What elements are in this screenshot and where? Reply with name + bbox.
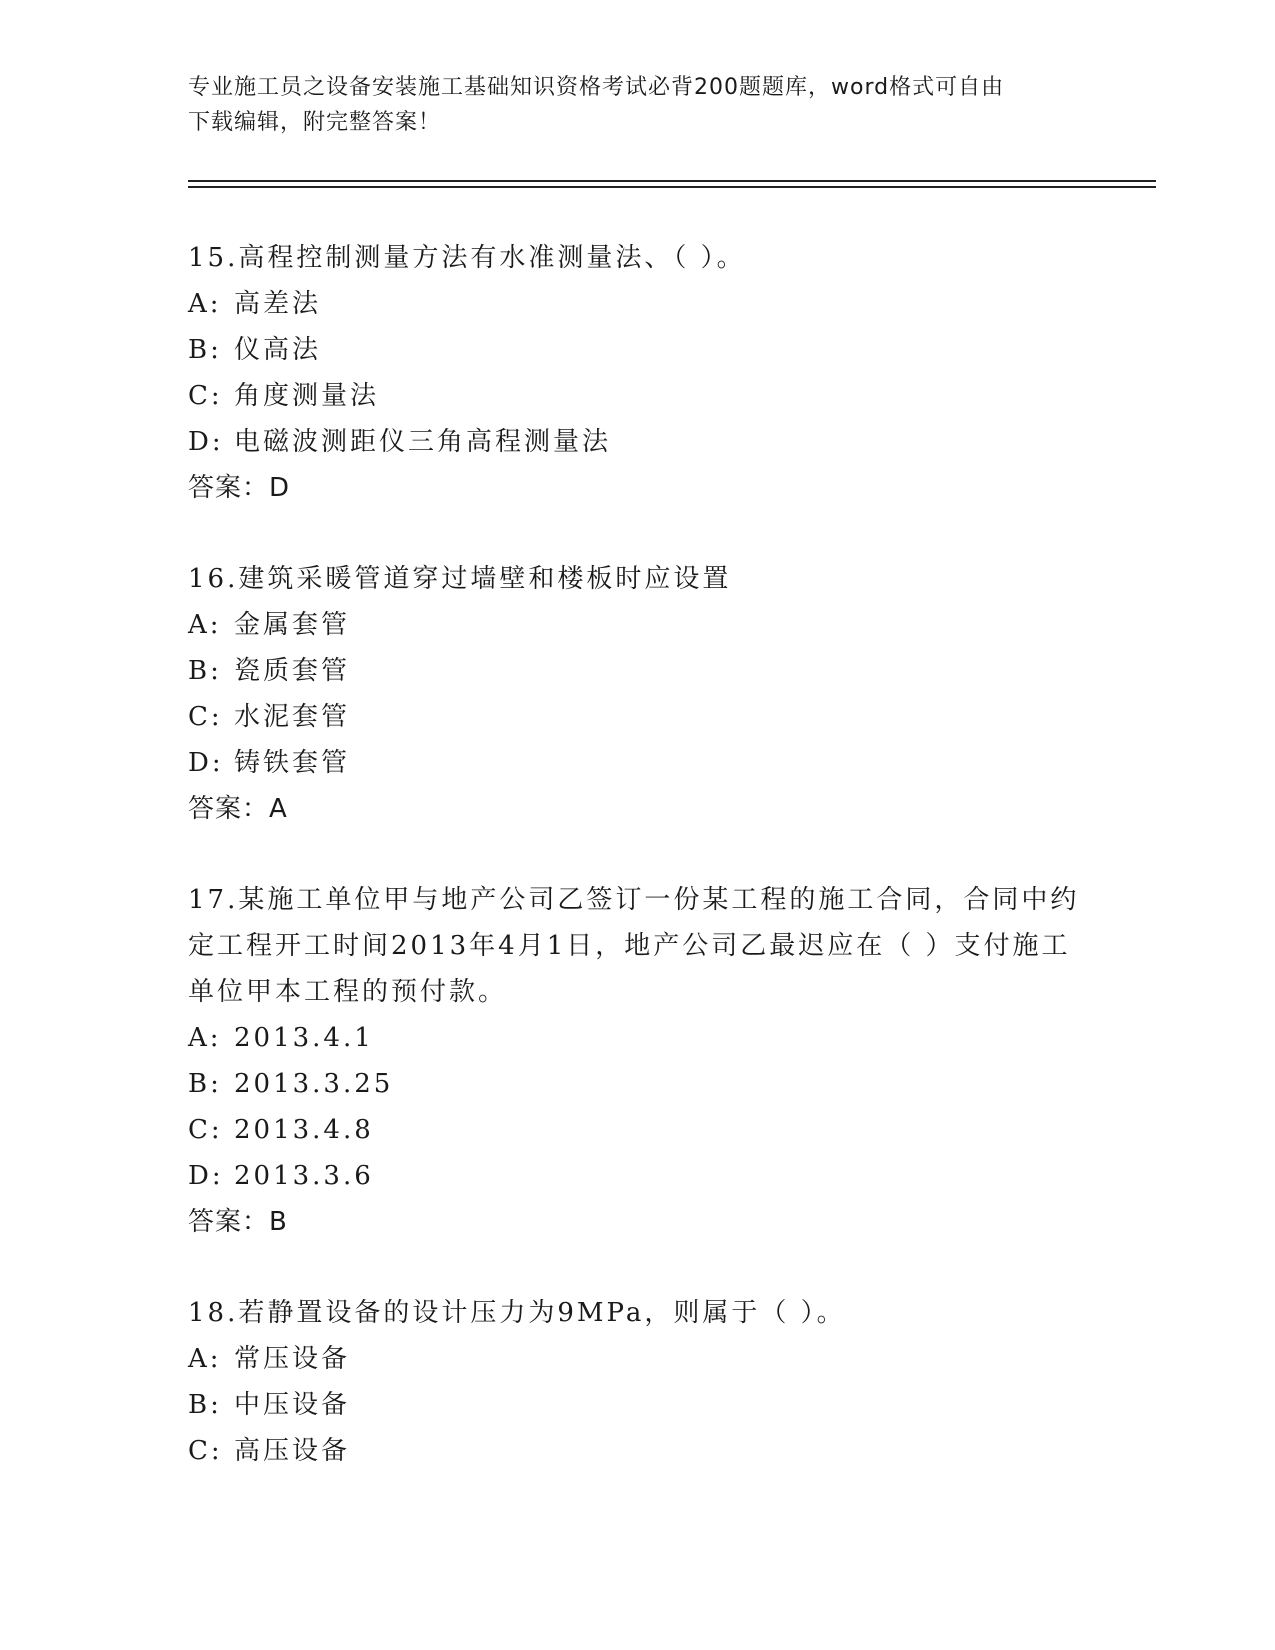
option-c [188,373,1088,419]
option-a [188,602,1088,648]
option-c [188,1428,1088,1474]
question-stem: 18.若静置设备的设计压力为9MPa，则属于（ ）。 [188,1298,846,1328]
question-stem: 15.高程控制测量方法有水准测量法、（ ）。 [188,243,746,273]
option-text: 高差法 [234,289,322,319]
option-d [188,1153,1088,1199]
question-stem: 17.某施工单位甲与地产公司乙签订一份某工程的施工合同，合同中约定工程开工时间2013年4月1日，地产公司乙最迟应在（ ）支付施工单位甲本工程的预付款。 [188,885,1080,1007]
option-text: 中压设备 [234,1390,351,1420]
question-15 [188,235,1088,511]
question-17 [188,877,1088,1245]
question-18 [188,1290,1088,1474]
option-key: C: [188,381,223,411]
option-text: 2013.3.6 [234,1161,374,1191]
option-text: 2013.4.8 [234,1115,374,1145]
option-d [188,419,1088,465]
option-text: 电磁波测距仪三角高程测量法 [234,427,612,457]
document-header [188,70,1068,140]
option-key: B: [188,1069,222,1099]
option-key: B: [188,1390,222,1420]
option-key: D: [188,748,224,778]
header-line-2: 下载编辑，附完整答案！ [188,110,442,135]
option-b [188,1061,1088,1107]
option-key: B: [188,335,222,365]
option-d [188,740,1088,786]
option-key: C: [188,702,223,732]
option-c [188,694,1088,740]
option-text: 仪高法 [234,335,322,365]
answer: 答案：D [188,473,291,503]
option-text: 2013.3.25 [234,1069,394,1099]
header-line-1: 专业施工员之设备安装施工基础知识资格考试必背200题题库，word格式可自由 [188,75,1005,100]
option-b [188,648,1088,694]
option-key: C: [188,1115,223,1145]
option-key: A: [188,610,222,640]
option-key: C: [188,1436,223,1466]
option-a [188,1015,1088,1061]
option-b [188,327,1088,373]
option-b [188,1382,1088,1428]
option-text: 高压设备 [234,1436,351,1466]
option-text: 水泥套管 [234,702,351,732]
option-text: 铸铁套管 [234,748,351,778]
option-text: 角度测量法 [234,381,380,411]
option-text: 瓷质套管 [234,656,351,686]
answer: 答案：A [188,794,288,824]
header-divider-top [188,180,1156,182]
question-stem: 16.建筑采暖管道穿过墙壁和楼板时应设置 [188,564,732,594]
option-key: A: [188,1344,222,1374]
question-16 [188,556,1088,832]
option-a [188,281,1088,327]
option-key: A: [188,1023,222,1053]
answer: 答案：B [188,1207,288,1237]
option-key: B: [188,656,222,686]
question-list [188,235,1088,1519]
option-a [188,1336,1088,1382]
option-key: D: [188,1161,224,1191]
header-divider-bottom [188,186,1156,188]
option-text: 常压设备 [234,1344,351,1374]
option-key: A: [188,289,222,319]
option-c [188,1107,1088,1153]
option-text: 2013.4.1 [234,1023,374,1053]
option-key: D: [188,427,224,457]
option-text: 金属套管 [234,610,351,640]
